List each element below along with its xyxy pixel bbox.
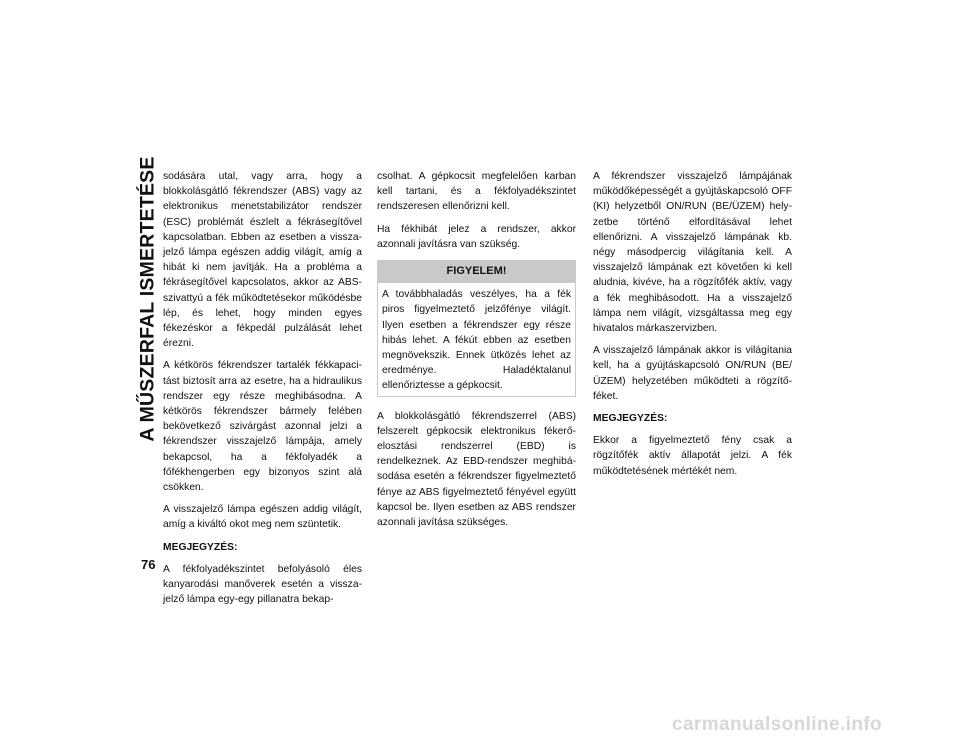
- text-column-3: [593, 169, 792, 486]
- warning-box: [377, 260, 576, 397]
- section-side-title: [136, 156, 160, 442]
- page-number: 76: [141, 557, 156, 572]
- warning-body: [378, 283, 575, 395]
- note-text: A fékfolyadékszintet befolyásoló éles kanyarodási manőverek esetén a visszajelző lámpa egy-egy pillanatra bekap-: [163, 563, 362, 606]
- paragraph: Ha fékhibát jelez a rendszer, akkor azonnali javításra van szükség.: [377, 223, 576, 250]
- paragraph: A fékrendszer visszajelző lámpájának működőképességét a gyújtáskapcsoló OFF (KI) helyzetből ON/RUN (BE/ÜZEM) helyzetbe történő elfordításával lehet ellenőrizni. A visszajelző lámpának kb. négy másodpercig világítania kell. A visszajelző lámpának ezt követően ki kell aludnia, kivéve, ha a rögzítőfék aktív, vagy a fék meghibásodott. Ha a visszajelző lámpa nem világít, vizsgáltassa meg egy hivatalos márkaszervizben.: [593, 171, 792, 335]
- warning-title: FIGYELEM!: [378, 261, 575, 283]
- paragraph: A visszajelző lámpa egészen addig világít, amíg a kiváltó okot meg nem szüntetik.: [163, 504, 362, 531]
- paragraph: A visszajelző lámpának akkor is világítania kell, ha a gyújtáskapcsoló ON/RUN (BE/ ÜZEM) helyzetében működteti a rögzítőféket.: [593, 345, 792, 402]
- paragraph: A blokkolásgátló fékrendszerrel (ABS) felszerelt gépkocsik elektronikus fékerő-elosztási rendszerrel (EBD) is rendelkeznek. Az EBD-rendszer meghibásodása esetén a fékrendszer figyelmeztető fénye az ABS figyelmeztető fényével együtt kapcsol be. Ilyen esetben az ABS rendszer azonnali javítása szükséges.: [377, 410, 576, 529]
- note-label: MEGJEGYZÉS:: [163, 541, 238, 553]
- paragraph: sodására utal, vagy arra, hogy a blokkolásgátló fékrendszer (ABS) vagy az elektronikus menetstabilizátor rendszer (ESC) problémát észlelt a fékrásegítővel kapcsolatban. Ebben az esetben a visszajelző lámpa egészen addig világít, amíg a hibát ki nem javítják. Ha a probléma a fékrásegítővel kapcsolatos, akkor az ABS-szivattyú a fék működtetésekor működésbe lép, és lehet, hogy minden egyes fékezéskor a fékpedál pulzálását lehet érezni.: [163, 171, 362, 350]
- text-column-2: [377, 169, 576, 537]
- text-column-1: [163, 169, 362, 614]
- note-text: Ekkor a figyelmeztető fény csak a rögzítőfék aktív állapotát jelzi. A fék működtetésének mértékét nem.: [593, 435, 792, 477]
- section-title-text: A MŰSZERFAL ISMERTETÉSE: [136, 156, 159, 442]
- paragraph: csolhat. A gépkocsit megfelelően karban kell tartani, és a fékfolyadékszintet rendszeresen ellenőrizni kell.: [377, 171, 576, 213]
- paragraph: A kétkörös fékrendszer tartalék fékkapacitást biztosít arra az esetre, ha a hidraulikus rendszer egy része meghibásodna. A kétkörös fékrendszer bármely felében bekövetkező szivárgást azonnal jelzi a fékrendszer visszajelző lámpája, amely bekapcsol, ha a fékfolyadék a főfékhengerben egy bizonyos szint alá csökken.: [163, 360, 362, 494]
- warning-text: A továbbhaladás veszélyes, ha a fék piros figyelmeztető jelzőfénye világít. Ilyen esetben a fékrendszer egy része hibás lehet. A fékút ebben az esetben megnövekszik. Ennek ütközés lehet az eredménye. Haladéktalanul ellenőriztesse a gépkocsit.: [382, 289, 571, 392]
- note-label: MEGJEGYZÉS:: [593, 413, 668, 425]
- watermark: carmanualsonline.info: [672, 714, 883, 735]
